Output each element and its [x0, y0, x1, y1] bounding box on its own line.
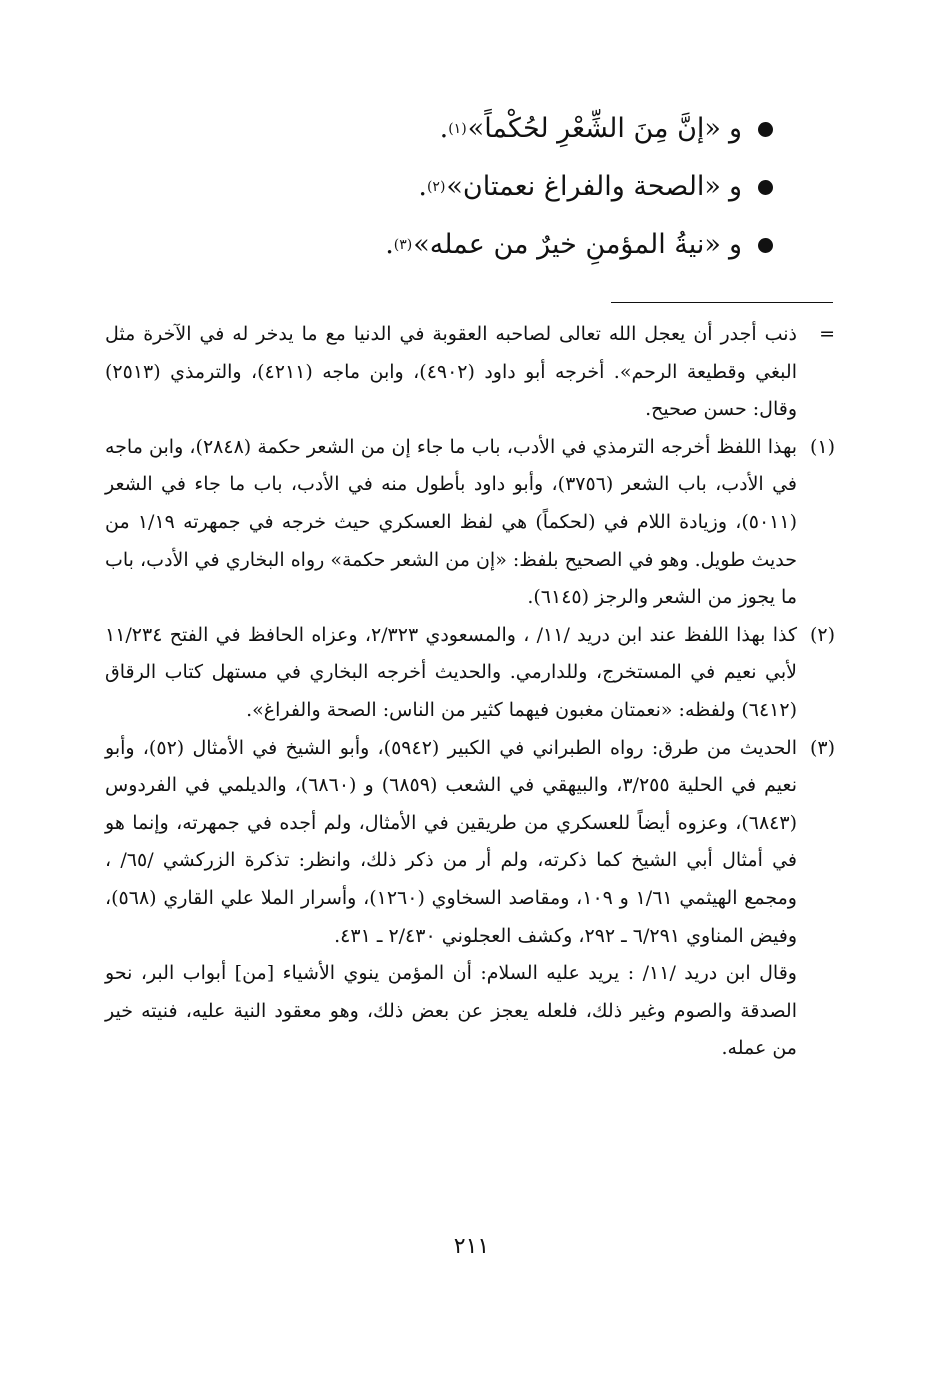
footnotes	[105, 316, 835, 1068]
page-number: ٢١١	[453, 1234, 490, 1259]
footnote-text: كذا بهذا اللفظ عند ابن دريد /١١/ ، والمسعودي ٢/٣٢٣، وعزاه الحافظ في الفتح ١١/٢٣٤ لأبي نعيم في المستخرج، وللدارمي. والحديث أخرجه البخاري في مستهل كتاب الرقاق (٦٤١٢) ولفظه: «نعمتان مغبون فيهما كثير من الناس: الصحة والفراغ».	[105, 623, 797, 721]
hadith-quote: «إنَّ مِنَ الشِّعْرِ لحُكْماً»	[467, 113, 721, 144]
bullet-prefix: و	[728, 171, 742, 202]
footnote-text: بهذا اللفظ أخرجه الترمذي في الأدب، باب ما جاء إن من الشعر حكمة (٢٨٤٨)، وابن ماجه في الأدب، باب الشعر (٣٧٥٦)، وأبو داود بأطول منه في الأدب، باب ما جاء في الشعر (٥٠١١)، وزيادة اللام في (لحكماً) هي لفظ العسكري حيث خرجه في جمهرته ١/١٩ من حديث طويل. وهو في الصحيح بلفظ: «إن من الشعر حكمة» رواه البخاري في الأدب، باب ما يجوز من الشعر والرجز (٦١٤٥).	[105, 435, 798, 609]
bullet-end: .	[385, 229, 394, 260]
hadith-quote: «الصحة والفراغ نعمتان»	[446, 171, 721, 202]
bullet-end: .	[439, 113, 449, 144]
footnote-marker: (٢)	[809, 623, 835, 646]
hadith-bullet-1	[153, 100, 773, 158]
bullet-prefix: و	[728, 113, 742, 144]
footnote-1	[105, 429, 835, 617]
bullet-dot-icon	[758, 238, 773, 253]
footnote-ref: (٢)	[426, 179, 446, 195]
hadith-bullet-3	[153, 216, 773, 274]
footnote-marker: (١)	[809, 435, 835, 458]
footnote-separator	[611, 302, 833, 303]
hadith-bullet-2	[153, 158, 773, 216]
footnote-text: الحديث من طرق: رواه الطبراني في الكبير (٥٩٤٢)، وأبو الشيخ في الأمثال (٥٢)، وأبو نعيم في الحلية ٣/٢٥٥، والبيهقي في الشعب (٦٨٥٩) و (٦٨٦٠)، والديلمي في الفردوس (٦٨٤٣)، وعزوه أيضاً للعسكري من طريقين في الأمثال، ولم أجده في جمهرته، وإنما هو في أمثال أبي الشيخ كما ذكرته، ولم أر من ذكر ذلك، وانظر: تذكرة الزركشي /٦٥/ ، ومجمع الهيثمي ١/٦١ و ١٠٩، ومقاصد السخاوي (١٢٦٠)، وأسرار الملا علي القاري (٥٦٨)، وفيض المناوي ٦/٢٩١ ـ ٢٩٢، وكشف العجلوني ٢/٤٣٠ ـ ٤٣١.	[105, 736, 797, 947]
footnote-text-continued: وقال ابن دريد /١١/ : يريد عليه السلام: أن المؤمن ينوي الأشياء [من] أبواب البر، نحو الصدقة والصوم وغير ذلك، فلعله يعجز عن بعض ذلك، وهو معقود النية عليه، فنيته خير من عمله.	[105, 962, 797, 1060]
footnote-2	[105, 617, 835, 730]
bullet-end: .	[418, 171, 427, 202]
footnote-body	[105, 730, 797, 1068]
footnote-ref: (٣)	[393, 237, 413, 253]
hadith-bullet-list	[153, 100, 773, 274]
footnote-marker: =	[819, 323, 835, 345]
bullet-prefix: و	[728, 229, 742, 260]
footnote-continuation	[105, 316, 835, 429]
footnote-marker: (٣)	[809, 736, 835, 759]
footnote-ref: (١)	[448, 121, 467, 137]
hadith-quote: «نيةُ المؤمنِ خيرٌ من عمله»	[413, 229, 721, 260]
footnote-text: ذنب أجدر أن يعجل الله تعالى لصاحبه العقوبة في الدنيا مع ما يدخر له في الآخرة مثل البغي وقطيعة الرحم». أخرجه أبو داود (٤٩٠٢)، وابن ماجه (٤٢١١)، والترمذي (٢٥١٣) وقال: حسن صحيح.	[105, 323, 797, 421]
bullet-dot-icon	[758, 122, 773, 137]
footnote-3	[105, 730, 835, 1068]
bullet-dot-icon	[758, 180, 773, 195]
